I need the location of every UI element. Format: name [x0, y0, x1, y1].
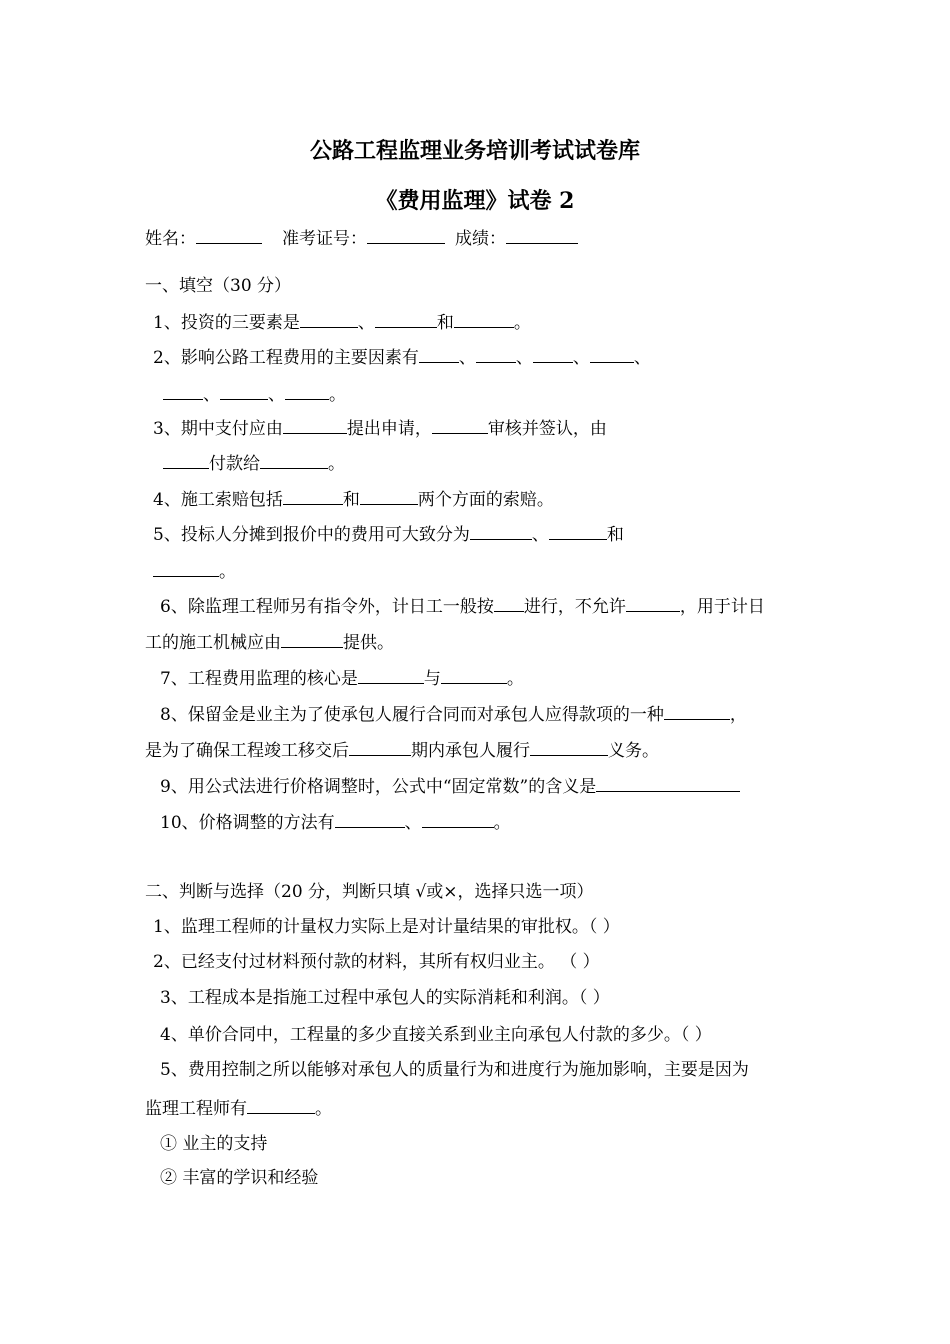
fill-question-9: [160, 775, 740, 798]
question-text: 提供。: [343, 633, 394, 653]
fill-question-4: [153, 488, 554, 511]
fill-question-10: [160, 811, 511, 834]
fill-question-3: [153, 417, 607, 440]
answer-blank[interactable]: [285, 383, 329, 400]
choice-option-2[interactable]: ② 丰富的学识和经验: [160, 1168, 319, 1188]
question-text: 、: [531, 525, 549, 545]
answer-blank[interactable]: [281, 631, 343, 648]
question-text: 和: [436, 313, 454, 333]
answer-blank[interactable]: [349, 739, 411, 756]
fill-question-1: [153, 311, 531, 334]
answer-blank[interactable]: [358, 667, 424, 684]
fill-question-8: [160, 703, 747, 726]
answer-blank[interactable]: [596, 775, 740, 792]
judge-question-4: 4、单价合同中，工程量的多少直接关系到业主向承包人付款的多少。（ ）: [160, 1025, 712, 1045]
fill-question-2-cont: [163, 383, 346, 406]
answer-blank[interactable]: [260, 452, 328, 469]
fill-question-3-cont: [163, 452, 345, 475]
answer-blank[interactable]: [283, 417, 347, 434]
answer-blank[interactable]: [283, 488, 343, 505]
answer-blank[interactable]: [247, 1097, 315, 1114]
question-text: 。: [315, 1099, 332, 1119]
question-text: 1、投资的三要素是: [153, 313, 300, 333]
question-text: 2、影响公路工程费用的主要因素有: [153, 348, 419, 368]
question-text: 工的施工机械应由: [145, 633, 281, 653]
answer-blank[interactable]: [549, 523, 607, 540]
answer-blank[interactable]: [664, 703, 730, 720]
answer-blank[interactable]: [375, 311, 437, 328]
question-text: 审核并签认，由: [487, 419, 607, 439]
question-text: ，用于计日: [679, 597, 765, 617]
question-text: 。: [506, 669, 524, 689]
answer-blank[interactable]: [626, 595, 680, 612]
question-text: 4、施工索赔包括: [153, 490, 283, 510]
question-text: 。: [219, 562, 236, 582]
question-text: 7、工程费用监理的核心是: [160, 669, 358, 689]
question-text: 和: [606, 525, 624, 545]
question-text: 9、用公式法进行价格调整时，公式中“固定常数”的含义是: [160, 777, 597, 797]
separator: 、: [515, 348, 533, 368]
question-text: 期内承包人履行: [411, 741, 530, 761]
judge-question-3: 3、工程成本是指施工过程中承包人的实际消耗和利润。（ ）: [160, 988, 610, 1008]
question-text: 8、保留金是业主为了使承包人履行合同而对承包人应得款项的一种: [160, 705, 664, 725]
answer-blank[interactable]: [335, 811, 405, 828]
exam-number-label: 准考证号：: [282, 229, 367, 249]
answer-blank[interactable]: [441, 667, 507, 684]
question-text: 。: [328, 454, 345, 474]
separator: 、: [572, 348, 590, 368]
answer-blank[interactable]: [220, 383, 268, 400]
name-field[interactable]: [196, 227, 262, 244]
separator: 。: [329, 385, 346, 405]
fill-question-8-cont: [145, 739, 659, 762]
answer-blank[interactable]: [300, 311, 358, 328]
choice-option-1[interactable]: ① 业主的支持: [160, 1134, 268, 1154]
exam-subtitle: 《费用监理》试卷 2: [375, 188, 575, 214]
answer-blank[interactable]: [419, 346, 459, 363]
exam-number-field[interactable]: [367, 227, 445, 244]
answer-blank[interactable]: [590, 346, 634, 363]
fill-question-2: [153, 346, 651, 369]
question-text: 5、投标人分摊到报价中的费用可大致分为: [153, 525, 470, 545]
answer-blank[interactable]: [360, 488, 418, 505]
question-text: 、: [404, 813, 422, 833]
name-label: 姓名：: [145, 229, 196, 249]
question-text: 3、期中支付应由: [153, 419, 283, 439]
section-2-heading: 二、判断与选择（20 分，判断只填 √或×，选择只选一项）: [145, 882, 594, 902]
fill-question-5: [153, 523, 624, 546]
answer-blank[interactable]: [470, 523, 532, 540]
candidate-info-row: [145, 227, 578, 250]
question-text: 提出申请，: [346, 419, 432, 439]
answer-blank[interactable]: [454, 311, 514, 328]
choice-question-5: 5、费用控制之所以能够对承包人的质量行为和进度行为施加影响，主要是因为: [160, 1060, 749, 1080]
question-text: 付款给: [209, 454, 260, 474]
question-text: 与: [423, 669, 441, 689]
judge-question-1: 1、监理工程师的计量权力实际上是对计量结果的审批权。（ ）: [153, 917, 620, 937]
choice-question-5-cont: [145, 1097, 332, 1120]
question-text: 监理工程师有: [145, 1099, 247, 1119]
question-text: 两个方面的索赔。: [417, 490, 554, 510]
exam-title: 公路工程监理业务培训考试试卷库: [309, 138, 640, 164]
question-text: ，: [729, 705, 747, 725]
score-field[interactable]: [506, 227, 578, 244]
separator: 、: [203, 385, 220, 405]
separator: 、: [458, 348, 476, 368]
answer-blank[interactable]: [422, 811, 494, 828]
answer-blank[interactable]: [163, 452, 209, 469]
fill-question-6: [160, 595, 765, 618]
question-text: 。: [513, 313, 531, 333]
answer-blank[interactable]: [153, 560, 219, 577]
answer-blank[interactable]: [494, 595, 524, 612]
fill-question-5-cont: [153, 560, 236, 583]
score-label: 成绩：: [455, 229, 506, 249]
question-text: 10、价格调整的方法有: [160, 813, 335, 833]
answer-blank[interactable]: [530, 739, 608, 756]
question-text: 进行，不允许: [523, 597, 626, 617]
question-text: 是为了确保工程竣工移交后: [145, 741, 349, 761]
answer-blank[interactable]: [163, 383, 203, 400]
answer-blank[interactable]: [476, 346, 516, 363]
judge-question-2: 2、已经支付过材料预付款的材料，其所有权归业主。 （ ）: [153, 952, 600, 972]
section-1-heading: 一、填空（30 分）: [145, 276, 292, 296]
question-text: 。: [493, 813, 511, 833]
fill-question-6-cont: [145, 631, 394, 654]
answer-blank[interactable]: [533, 346, 573, 363]
separator: 、: [633, 348, 651, 368]
answer-blank[interactable]: [432, 417, 488, 434]
question-text: 和: [342, 490, 360, 510]
separator: 、: [268, 385, 285, 405]
fill-question-7: [160, 667, 524, 690]
question-text: 义务。: [608, 741, 659, 761]
question-text: 6、除监理工程师另有指令外，计日工一般按: [160, 597, 494, 617]
question-text: 、: [357, 313, 375, 333]
